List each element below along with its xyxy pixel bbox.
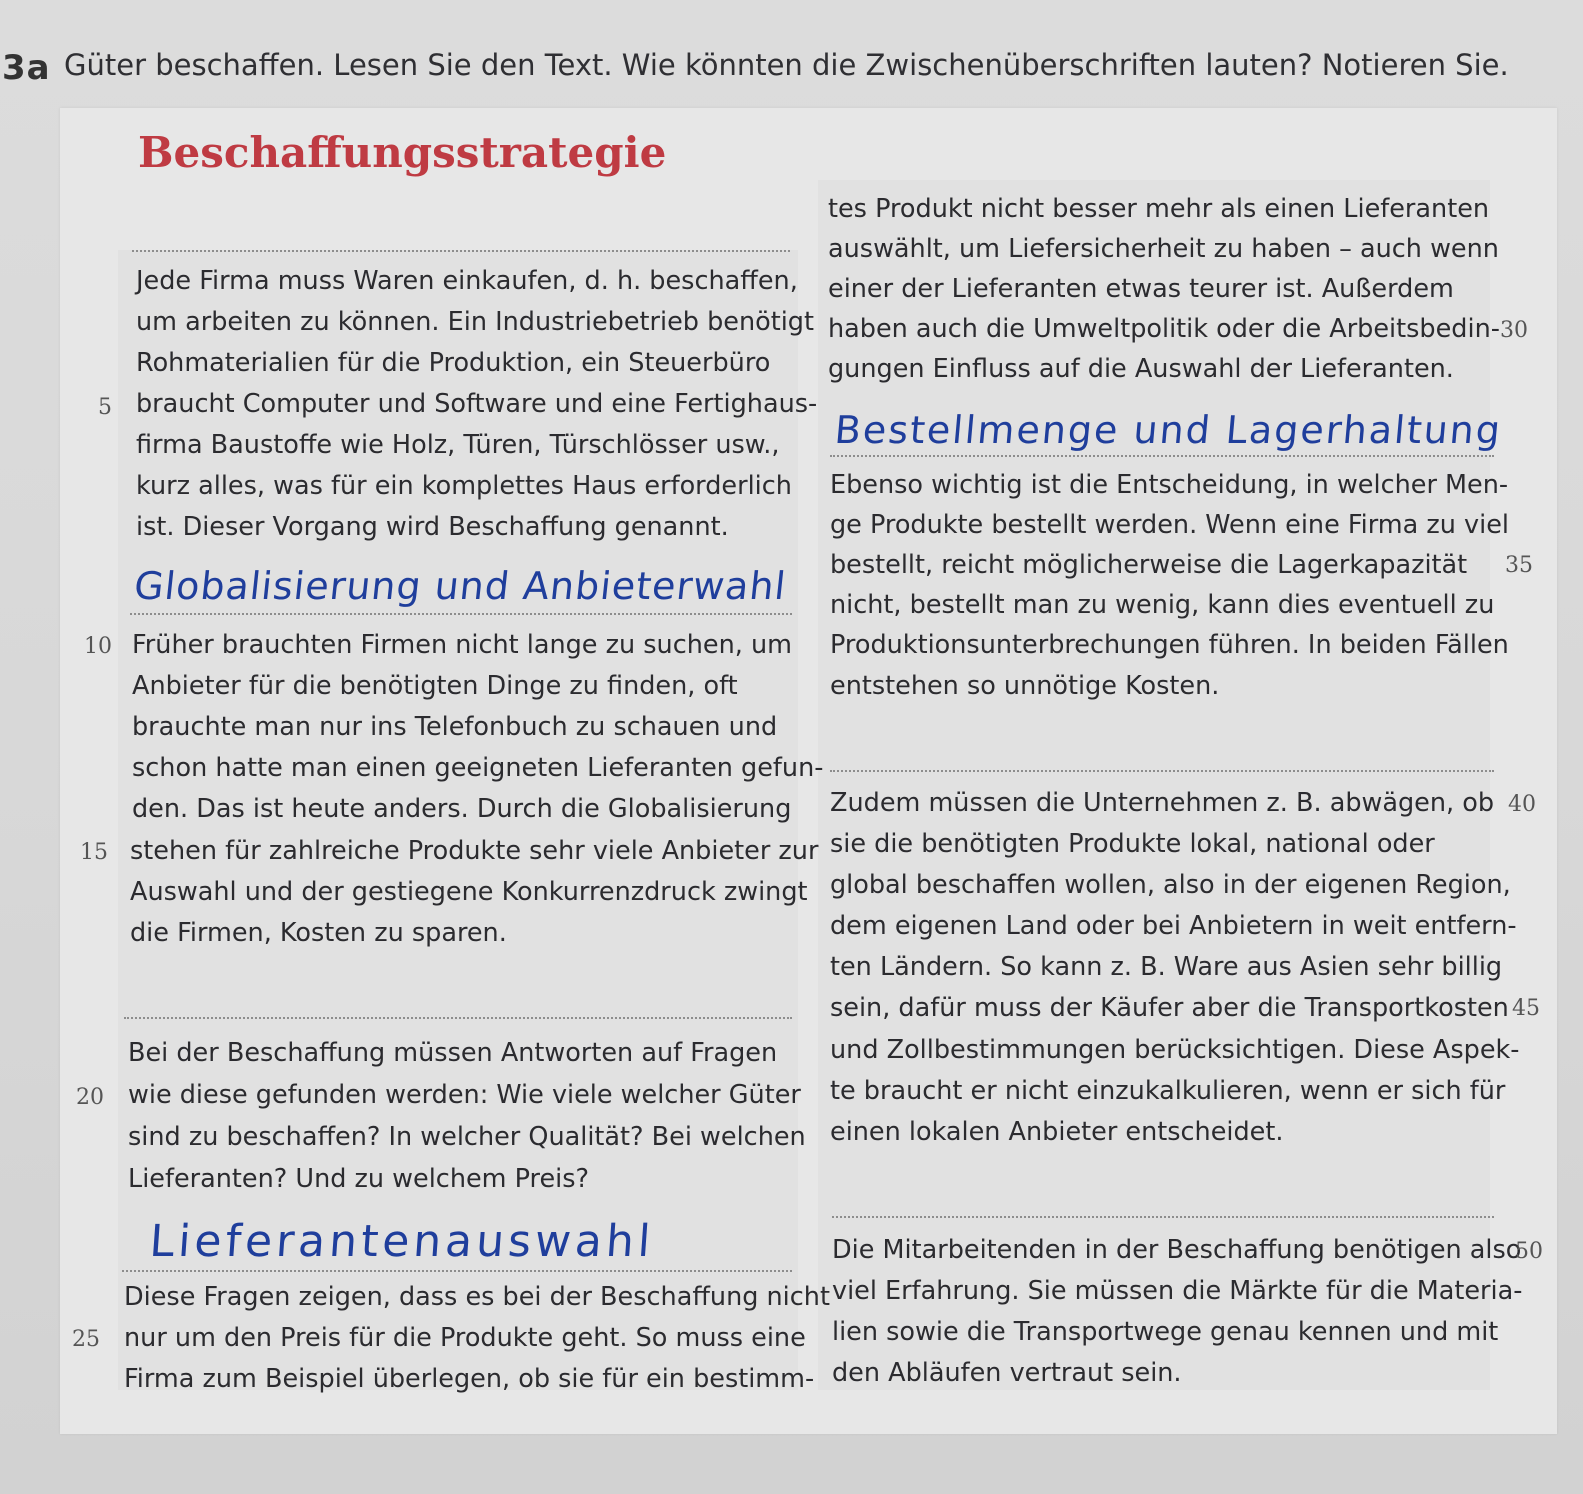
line-number: 15 — [80, 840, 108, 865]
text-line: sind zu beschaffen? In welcher Qualität? Bei welchen — [128, 1122, 806, 1152]
text-line: Anbieter für die benötigten Dinge zu finden, oft — [132, 671, 738, 701]
text-line: nicht, bestellt man zu wenig, kann dies eventuell zu — [830, 590, 1495, 620]
text-line: Ebenso wichtig ist die Entscheidung, in welcher Men- — [830, 470, 1509, 500]
handwritten-subheading-globalisierung: Globalisierung und Anbieterwahl — [132, 564, 789, 608]
text-line: haben auch die Umweltpolitik oder die Arbeitsbedin- — [828, 314, 1500, 344]
text-line: tes Produkt nicht besser mehr als einen Lieferanten — [828, 194, 1490, 224]
subheading-rule-3 — [124, 1017, 792, 1019]
text-line: Früher brauchten Firmen nicht lange zu suchen, um — [132, 630, 792, 660]
text-line: Produktionsunterbrechungen führen. In beiden Fällen — [830, 630, 1509, 660]
line-number: 45 — [1512, 996, 1540, 1021]
line-number: 25 — [72, 1327, 100, 1352]
text-line: Rohmaterialien für die Produktion, ein Steuerbüro — [136, 348, 771, 378]
text-line: entstehen so unnötige Kosten. — [830, 671, 1220, 701]
text-line: stehen für zahlreiche Produkte sehr viele Anbieter zur — [130, 836, 819, 866]
text-line: und Zollbestimmungen berücksichtigen. Diese Aspek- — [830, 1035, 1520, 1065]
text-line: sie die benötigten Produkte lokal, national oder — [830, 829, 1435, 859]
text-line: firma Baustoffe wie Holz, Türen, Türschlösser usw., — [136, 430, 780, 460]
line-number: 35 — [1505, 553, 1533, 578]
text-line: Bei der Beschaffung müssen Antworten auf Fragen — [128, 1038, 778, 1068]
text-line: te braucht er nicht einzukalkulieren, wenn er sich für — [830, 1076, 1506, 1106]
text-line: Jede Firma muss Waren einkaufen, d. h. beschaffen, — [136, 266, 798, 296]
line-number: 40 — [1508, 792, 1536, 817]
handwritten-subheading-bestellmenge: Bestellmenge und Lagerhaltung — [833, 408, 1504, 452]
text-line: dem eigenen Land oder bei Anbietern in weit entfern- — [830, 911, 1517, 941]
text-line: den. Das ist heute anders. Durch die Globalisierung — [132, 794, 792, 824]
line-number: 10 — [84, 634, 112, 659]
text-line: lien sowie die Transportwege genau kennen und mit — [832, 1317, 1499, 1347]
text-line: um arbeiten zu können. Ein Industriebetrieb benötigt — [136, 307, 814, 337]
text-line: Firma zum Beispiel überlegen, ob sie für ein bestimm- — [124, 1364, 815, 1394]
subheading-rule-1 — [132, 250, 790, 252]
text-line: auswählt, um Liefersicherheit zu haben – auch wenn — [828, 234, 1499, 264]
line-number: 5 — [98, 395, 112, 420]
line-number: 20 — [76, 1085, 104, 1110]
subheading-rule-4 — [122, 1270, 792, 1272]
text-line: Diese Fragen zeigen, dass es bei der Beschaffung nicht — [124, 1282, 830, 1312]
text-line: sein, dafür muss der Käufer aber die Transportkosten — [830, 993, 1509, 1023]
text-line: bestellt, reicht möglicherweise die Lagerkapazität — [830, 550, 1468, 580]
handwritten-subheading-lieferantenauswahl: Lieferantenauswahl — [148, 1216, 656, 1267]
text-line: kurz alles, was für ein komplettes Haus erforderlich — [136, 471, 792, 501]
subheading-rule-2 — [130, 613, 792, 615]
exercise-number: 3a — [2, 48, 51, 88]
text-line: schon hatte man einen geeigneten Lieferanten gefun- — [132, 753, 824, 783]
line-number: 50 — [1515, 1239, 1543, 1264]
text-line: ten Ländern. So kann z. B. Ware aus Asien sehr billig — [830, 952, 1503, 982]
text-line: brauchte man nur ins Telefonbuch zu schauen und — [132, 712, 778, 742]
text-line: einer der Lieferanten etwas teurer ist. Außerdem — [828, 274, 1454, 304]
text-line: braucht Computer und Software und eine Fertighaus- — [136, 389, 818, 419]
subheading-rule-5 — [830, 455, 1494, 457]
exercise-instructions: Güter beschaffen. Lesen Sie den Text. Wie könnten die Zwischenüberschriften lauten? Notieren Sie. — [64, 48, 1509, 82]
text-line: wie diese gefunden werden: Wie viele welcher Güter — [128, 1080, 801, 1110]
text-line: gungen Einfluss auf die Auswahl der Lieferanten. — [828, 354, 1454, 384]
article-heading: Beschaffungsstrategie — [138, 128, 667, 177]
subheading-rule-6 — [830, 770, 1494, 772]
text-line: die Firmen, Kosten zu sparen. — [130, 918, 507, 948]
line-number: 30 — [1500, 318, 1528, 343]
text-line: ge Produkte bestellt werden. Wenn eine Firma zu viel — [830, 510, 1509, 540]
text-line: Lieferanten? Und zu welchem Preis? — [128, 1164, 590, 1194]
text-line: viel Erfahrung. Sie müssen die Märkte für die Materia- — [832, 1276, 1523, 1306]
text-line: Zudem müssen die Unternehmen z. B. abwägen, ob — [830, 788, 1495, 818]
text-line: nur um den Preis für die Produkte geht. So muss eine — [124, 1323, 806, 1353]
text-line: Die Mitarbeitenden in der Beschaffung benötigen also — [832, 1235, 1522, 1265]
subheading-rule-7 — [832, 1216, 1494, 1218]
text-line: global beschaffen wollen, also in der eigenen Region, — [830, 870, 1511, 900]
text-line: einen lokalen Anbieter entscheidet. — [830, 1117, 1284, 1147]
text-line: Auswahl und der gestiegene Konkurrenzdruck zwingt — [130, 877, 808, 907]
text-line: ist. Dieser Vorgang wird Beschaffung genannt. — [136, 512, 729, 542]
text-line: den Abläufen vertraut sein. — [832, 1358, 1182, 1388]
